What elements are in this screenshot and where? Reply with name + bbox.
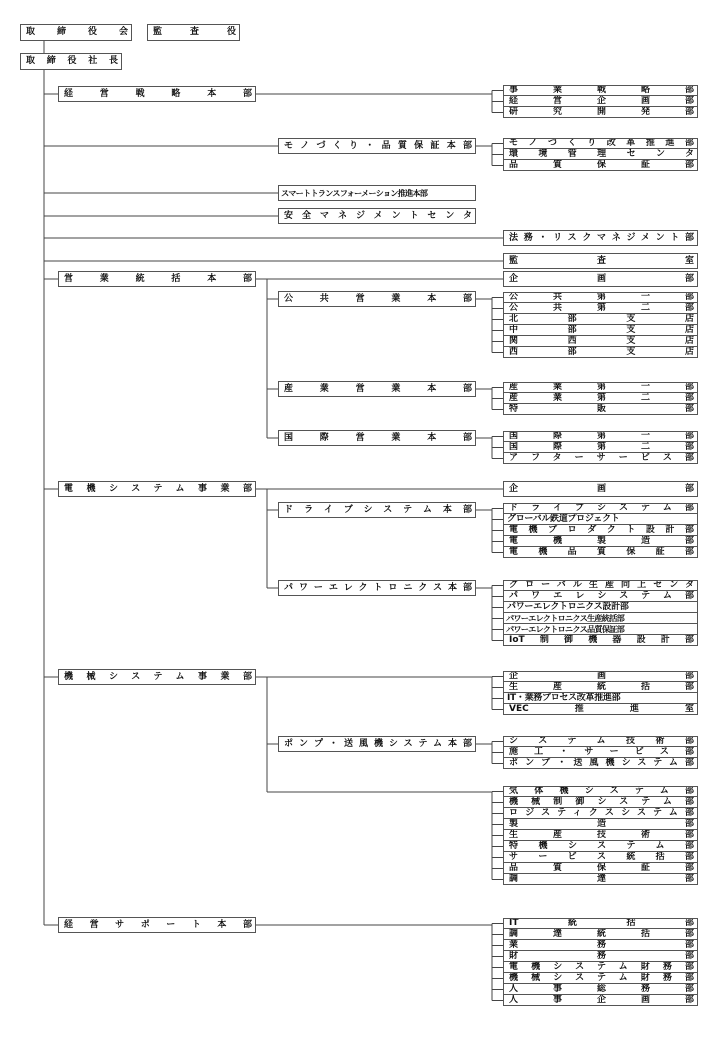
international-item-2	[503, 442, 698, 453]
drive-item-1	[503, 503, 698, 514]
industry-item-2	[503, 393, 698, 404]
industry-box-label: 産業営業本部	[284, 383, 472, 394]
audit-office-box	[503, 253, 698, 269]
smart-transformation-box	[278, 185, 476, 201]
support-box	[58, 917, 256, 933]
kikai-direct2-item-2	[503, 797, 698, 808]
drive-item-2-label: グローバル鉄道プロジェクト	[507, 514, 620, 524]
power-item-4	[503, 613, 698, 624]
board-box-label: 取締役会	[26, 27, 128, 37]
president-box-label: 取締役社長	[26, 56, 118, 66]
denki-box-label: 電機システム事業部	[64, 483, 252, 494]
kikai-direct2-item-3	[503, 808, 698, 819]
pump-item-1	[503, 736, 698, 747]
support-item-7	[503, 984, 698, 995]
pump-item-3-label: ポンプ・送風機システム部	[509, 758, 694, 768]
public-item-1-label: 公共第一部	[509, 292, 694, 302]
kikai-direct-item-2-label: 生産統括部	[509, 682, 694, 692]
public-item-4	[503, 325, 698, 336]
safety-box-label: 安全マネジメントセンタ	[284, 210, 472, 221]
monozukuri-box	[278, 138, 476, 154]
public-item-3	[503, 314, 698, 325]
denki-planning-box-label: 企画部	[509, 483, 694, 494]
power-item-6	[503, 635, 698, 646]
pump-item-3	[503, 758, 698, 769]
kikai-direct2-item-3-label: ロジスティクスシステム部	[509, 808, 694, 818]
kikai-direct-item-1	[503, 671, 698, 682]
international-item-3-label: アフターサービス部	[509, 453, 694, 463]
kikai-direct2-item-7	[503, 852, 698, 863]
international-item-1	[503, 431, 698, 442]
audit-office-box-label: 監査室	[509, 255, 694, 266]
power-item-3-label: パワーエレクトロニクス設計部	[507, 602, 629, 612]
power-item-2	[503, 591, 698, 602]
auditor-box	[147, 24, 240, 41]
monozukuri-box-label: モノづくり・品質保証本部	[284, 140, 472, 151]
international-item-1-label: 国際第一部	[509, 431, 694, 441]
public-item-5-label: 関西支店	[509, 336, 694, 346]
kikai-direct2-item-1-label: 気体機システム部	[509, 786, 694, 796]
support-item-4	[503, 951, 698, 962]
monozukuri-item-3-label: 品質保証部	[509, 160, 694, 170]
kikai-box-label: 機械システム事業部	[64, 671, 252, 682]
public-item-6-label: 西部支店	[509, 347, 694, 357]
support-item-3	[503, 940, 698, 951]
kikai-direct2-item-8-label: 品質保証部	[509, 863, 694, 873]
keiei-senryaku-item-1	[503, 85, 698, 96]
support-item-2	[503, 929, 698, 940]
power-item-6-label: IoT制御機器設計部	[509, 635, 694, 645]
drive-box-label: ドライブシステム本部	[284, 504, 472, 515]
drive-item-5-label: 電機品質保証部	[509, 547, 694, 557]
kikai-box	[58, 669, 256, 685]
public-box-label: 公共営業本部	[284, 293, 472, 304]
kikai-direct2-item-9	[503, 874, 698, 885]
keiei-senryaku-item-3	[503, 107, 698, 118]
pump-item-1-label: システム技術部	[509, 736, 694, 746]
support-item-1	[503, 918, 698, 929]
industry-item-3-label: 特販部	[509, 404, 694, 414]
power-item-2-label: パワエレシステム部	[509, 591, 694, 601]
power-item-1	[503, 580, 698, 591]
monozukuri-item-1-label: モノづくり改革推進部	[509, 138, 694, 148]
kikai-direct-item-2	[503, 682, 698, 693]
drive-item-1-label: ドライブシステム部	[509, 503, 694, 513]
kikai-direct2-item-1	[503, 786, 698, 797]
monozukuri-item-1	[503, 138, 698, 149]
kikai-direct-item-1-label: 企画部	[509, 671, 694, 681]
kikai-direct2-item-2-label: 機械制御システム部	[509, 797, 694, 807]
power-item-1-label: グローバル生産向上センタ	[509, 580, 694, 590]
support-item-6	[503, 973, 698, 984]
pump-box	[278, 736, 476, 752]
keiei-senryaku-item-2-label: 経営企画部	[509, 96, 694, 106]
pump-item-2-label: 施工・サービス部	[509, 747, 694, 757]
support-item-6-label: 機械システム財務部	[509, 973, 694, 983]
safety-box	[278, 208, 476, 224]
kikai-direct2-item-8	[503, 863, 698, 874]
keiei-senryaku-item-3-label: 研究開発部	[509, 107, 694, 117]
eigyo-box	[58, 271, 256, 287]
power-item-3	[503, 602, 698, 613]
power-box-label: パワーエレクトロニクス本部	[284, 582, 472, 593]
kikai-direct2-item-9-label: 調達部	[509, 874, 694, 884]
monozukuri-item-2	[503, 149, 698, 160]
denki-planning-box	[503, 481, 698, 497]
public-item-3-label: 北部支店	[509, 314, 694, 324]
industry-box	[278, 381, 476, 397]
international-item-2-label: 国際第二部	[509, 442, 694, 452]
kikai-direct-item-4-label: VEC推進室	[509, 704, 694, 714]
keiei-senryaku-box	[58, 86, 256, 102]
kikai-direct2-item-4	[503, 819, 698, 830]
monozukuri-item-3	[503, 160, 698, 171]
drive-item-3	[503, 525, 698, 536]
denki-box	[58, 481, 256, 497]
support-item-2-label: 調達統括部	[509, 929, 694, 939]
public-item-2	[503, 303, 698, 314]
kikai-direct-item-3	[503, 693, 698, 704]
industry-item-3	[503, 404, 698, 415]
support-item-7-label: 人事総務部	[509, 984, 694, 994]
support-item-4-label: 財務部	[509, 951, 694, 961]
pump-item-2	[503, 747, 698, 758]
eigyo-planning-box	[503, 271, 698, 287]
public-item-1	[503, 292, 698, 303]
support-item-5	[503, 962, 698, 973]
kikai-direct2-item-6	[503, 841, 698, 852]
drive-box	[278, 502, 476, 518]
legal-box	[503, 230, 698, 246]
keiei-senryaku-box-label: 経営戦略本部	[64, 88, 252, 99]
support-item-8-label: 人事企画部	[509, 995, 694, 1005]
smart-transformation-box-label: スマートトランスフォーメーション推進本部	[281, 187, 428, 198]
industry-item-1-label: 産業第一部	[509, 382, 694, 392]
pump-box-label: ポンプ・送風機システム本部	[284, 738, 472, 749]
public-box	[278, 291, 476, 307]
auditor-box-label: 監査役	[153, 27, 236, 37]
support-item-3-label: 業務部	[509, 940, 694, 950]
keiei-senryaku-item-1-label: 事業戦略部	[509, 85, 694, 95]
kikai-direct2-item-6-label: 特機システム部	[509, 841, 694, 851]
industry-item-2-label: 産業第二部	[509, 393, 694, 403]
kikai-direct2-item-7-label: サービス統括部	[509, 852, 694, 862]
drive-item-2	[503, 514, 698, 525]
kikai-direct2-item-4-label: 製造部	[509, 819, 694, 829]
international-box	[278, 430, 476, 446]
board-box	[20, 24, 132, 41]
public-item-2-label: 公共第二部	[509, 303, 694, 313]
eigyo-box-label: 営業統括本部	[64, 273, 252, 284]
support-item-5-label: 電機システム財務部	[509, 962, 694, 972]
drive-item-5	[503, 547, 698, 558]
drive-item-4	[503, 536, 698, 547]
public-item-5	[503, 336, 698, 347]
kikai-direct2-item-5-label: 生産技術部	[509, 830, 694, 840]
power-item-5	[503, 624, 698, 635]
kikai-direct-item-4	[503, 704, 698, 715]
international-item-3	[503, 453, 698, 464]
keiei-senryaku-item-2	[503, 96, 698, 107]
monozukuri-item-2-label: 環境管理センタ	[509, 149, 694, 159]
power-item-5-label: パワーエレクトロニクス品質保証部	[506, 624, 624, 634]
legal-box-label: 法務・リスクマネジメント部	[509, 232, 694, 243]
international-box-label: 国際営業本部	[284, 432, 472, 443]
support-item-8	[503, 995, 698, 1006]
power-item-4-label: パワーエレクトロニクス生産統括部	[506, 613, 624, 623]
eigyo-planning-box-label: 企画部	[509, 273, 694, 284]
power-box	[278, 580, 476, 596]
kikai-direct-item-3-label: IT・業務プロセス改革推進部	[507, 693, 621, 703]
drive-item-3-label: 電機プロダクト設計部	[509, 525, 694, 535]
support-item-1-label: IT統括部	[509, 918, 694, 928]
public-item-4-label: 中部支店	[509, 325, 694, 335]
kikai-direct2-item-5	[503, 830, 698, 841]
president-box	[20, 53, 122, 70]
industry-item-1	[503, 382, 698, 393]
drive-item-4-label: 電機製造部	[509, 536, 694, 546]
support-box-label: 経営サポート本部	[64, 919, 252, 930]
public-item-6	[503, 347, 698, 358]
